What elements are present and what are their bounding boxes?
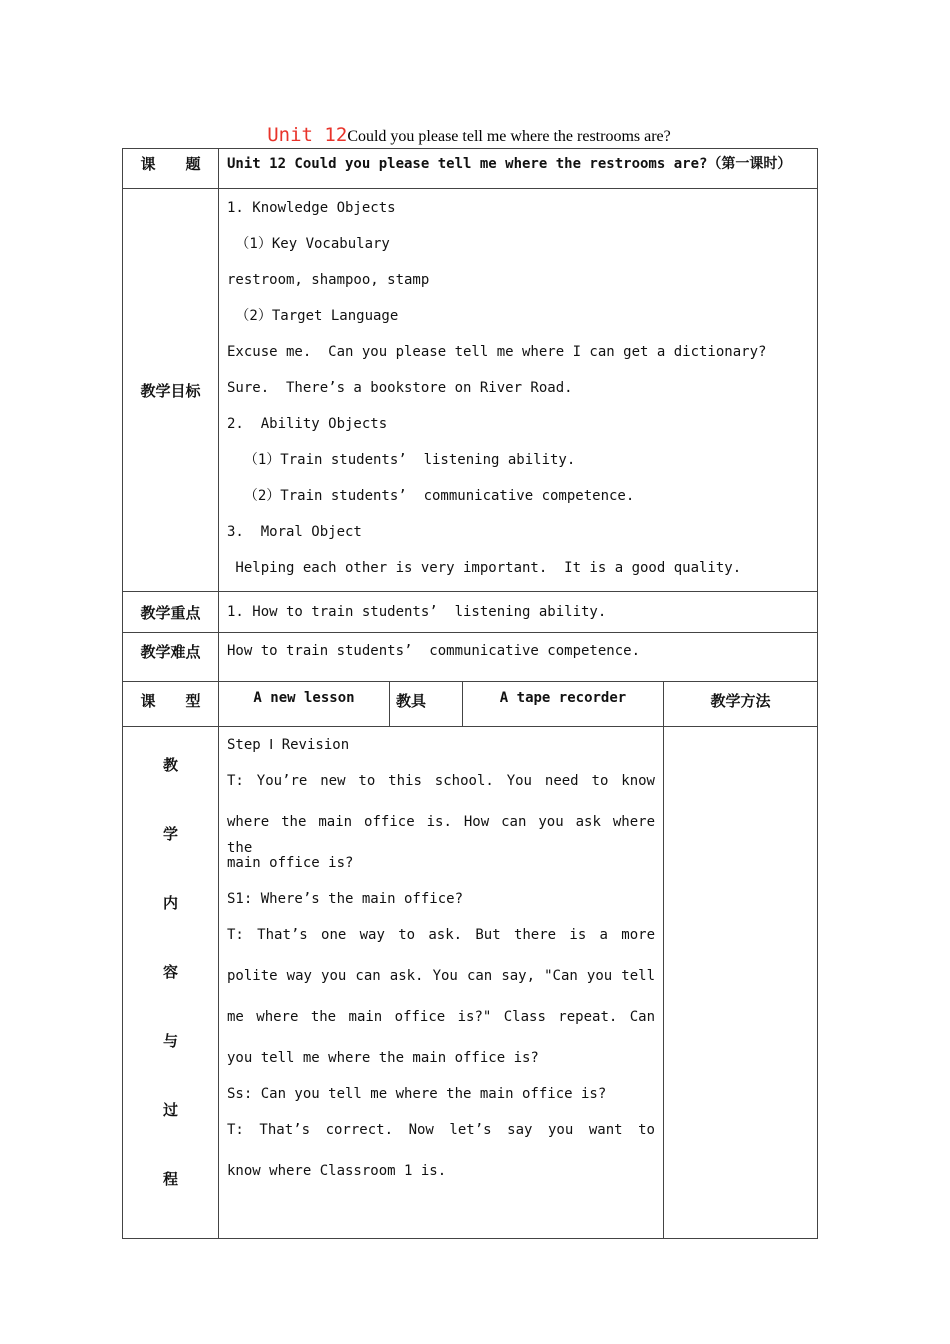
content-line: T: That’s one way to ask. But there is a more: [227, 927, 655, 943]
title-unit: Unit 12: [267, 124, 348, 146]
content-label-char: 教: [162, 756, 178, 774]
objective-line: （2）Train students’ communicative competence.: [227, 488, 635, 504]
content-line: S1: Where’s the main office?: [227, 891, 464, 907]
topic-value: Unit 12 Could you please tell me where the restrooms are?（第一课时）: [219, 149, 818, 189]
objective-line: Excuse me. Can you please tell me where I can get a dictionary?: [227, 344, 767, 360]
objective-line: 2. Ability Objects: [227, 416, 388, 432]
objectives-lines: [227, 195, 817, 591]
label-key-point: 教学重点: [123, 592, 219, 633]
label-teaching-method: 教学方法: [664, 682, 818, 727]
content-line: polite way you can ask. You can say, "Can you tell: [227, 968, 655, 984]
objectives-content: [219, 189, 818, 592]
objective-line: Sure. There’s a bookstore on River Road.: [227, 380, 573, 396]
content-label-char: 学: [162, 825, 178, 843]
objective-line: （1）Train students’ listening ability.: [227, 452, 576, 468]
content-line: main office is?: [227, 855, 354, 871]
content-line: where the main office is. How can you ask where the: [227, 814, 655, 856]
teaching-aids-value: A tape recorder: [463, 682, 664, 727]
objective-line: （1）Key Vocabulary: [227, 236, 390, 252]
content-label-char: 与: [162, 1032, 178, 1050]
label-difficulty: 教学难点: [123, 633, 219, 682]
key-point-value: 1. How to train students’ listening ability.: [219, 592, 818, 633]
content-line: T: You’re new to this school. You need to know: [227, 773, 655, 789]
document-title: [122, 124, 816, 146]
lesson-plan-table: [122, 148, 818, 1239]
content-line: know where Classroom 1 is.: [227, 1163, 447, 1179]
row-topic: [123, 149, 818, 189]
objective-line: 1. Knowledge Objects: [227, 200, 396, 216]
objective-line: Helping each other is very important. It is a good quality.: [227, 560, 742, 576]
label-lesson-type: 课 型: [123, 682, 219, 727]
content-line: Ss: Can you tell me where the main office is?: [227, 1086, 607, 1102]
lesson-type-value: A new lesson: [219, 682, 390, 727]
objective-line: restroom, shampoo, stamp: [227, 272, 430, 288]
content-label-char: 容: [162, 963, 178, 981]
content-label-char: 过: [162, 1101, 178, 1119]
content-line: T: That’s correct. Now let’s say you want to: [227, 1122, 655, 1138]
objective-line: （2）Target Language: [227, 308, 399, 324]
content-label-cell: [123, 727, 219, 1239]
content-label-char: 内: [162, 894, 178, 912]
label-objectives: 教学目标: [123, 189, 219, 592]
content-label-char: 程: [162, 1170, 178, 1188]
method-cell: [664, 727, 818, 1239]
content-line: Step Ⅰ Revision: [227, 737, 350, 753]
title-subtitle: Could you please tell me where the restrooms are?: [347, 128, 671, 145]
label-teaching-aids: 教具: [390, 682, 463, 727]
content-line: me where the main office is?" Class repeat. Can: [227, 1009, 655, 1025]
difficulty-value: How to train students’ communicative competence.: [219, 633, 818, 682]
row-difficulty: [123, 633, 818, 682]
row-lesson-type: [123, 682, 818, 727]
row-objectives: [123, 189, 818, 592]
label-topic: 课 题: [123, 149, 219, 189]
row-content: [123, 727, 818, 1239]
objective-line: 3. Moral Object: [227, 524, 362, 540]
content-vertical-label: [123, 755, 218, 1238]
content-text-cell: [219, 727, 664, 1239]
content-lines: [227, 732, 655, 1194]
row-key-point: [123, 592, 818, 633]
content-line: you tell me where the main office is?: [227, 1050, 539, 1066]
